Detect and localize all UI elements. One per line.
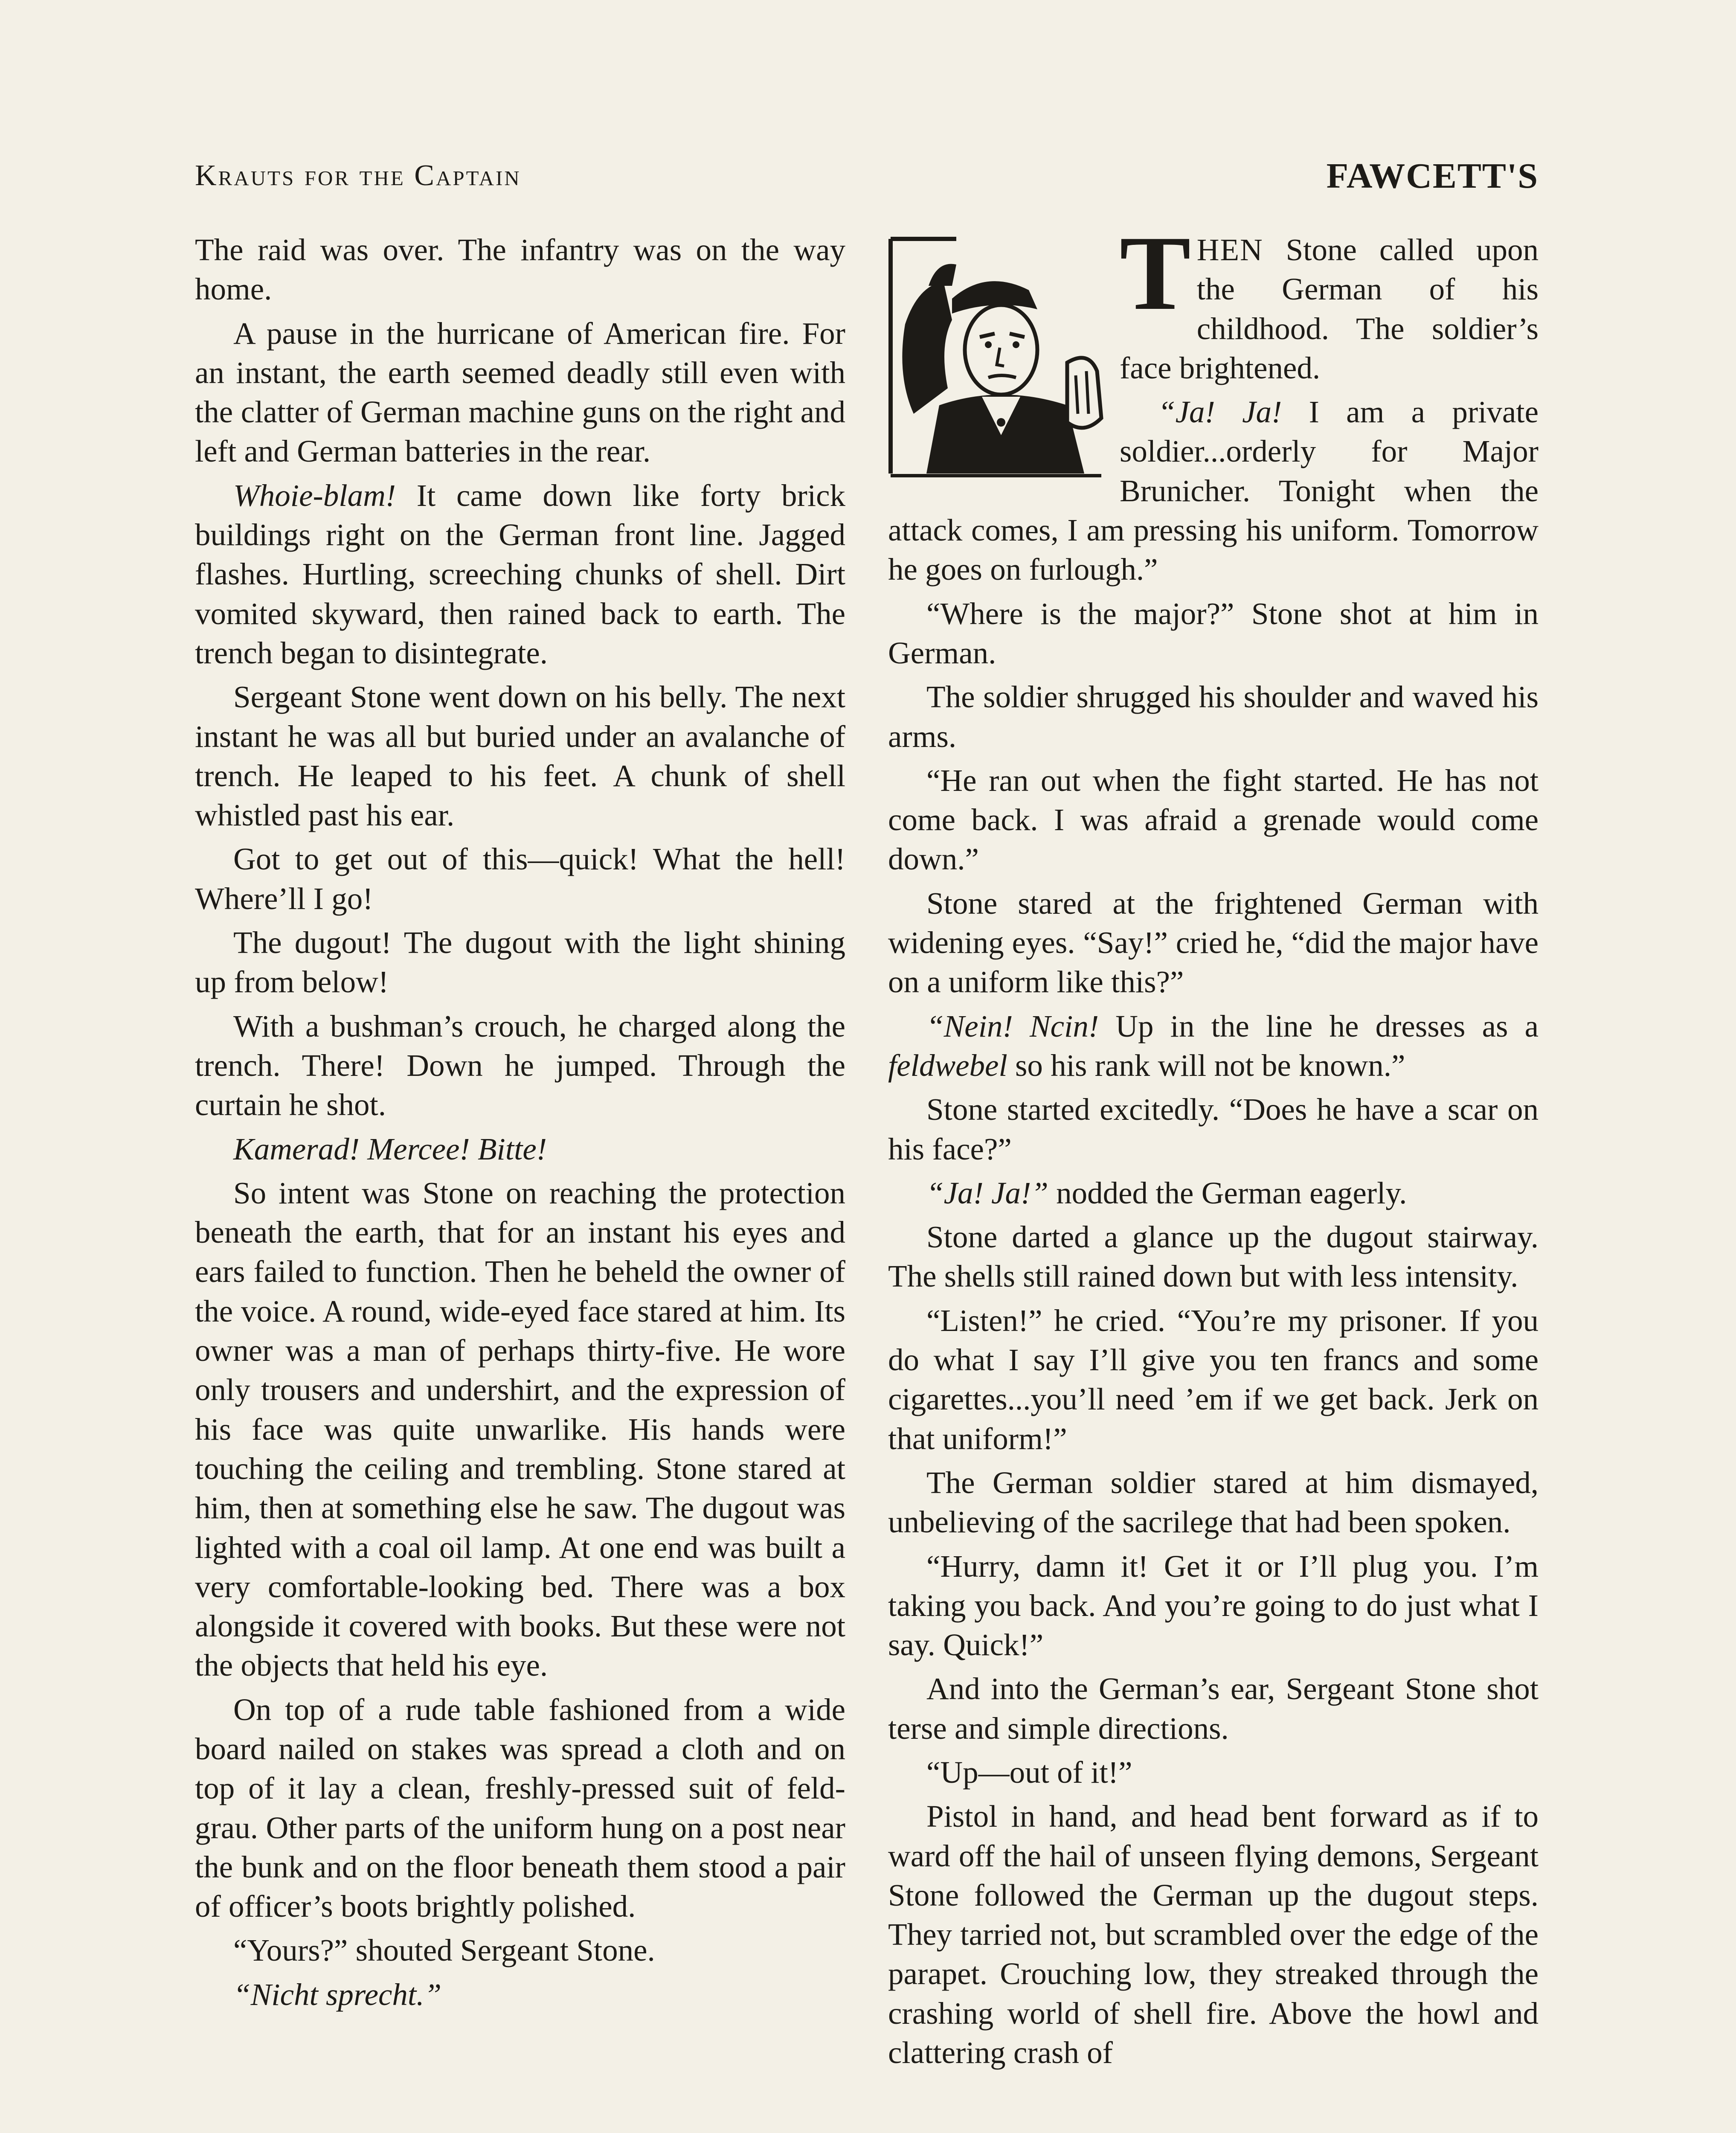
paragraph-text: A pause in the hurricane of American fire. For an instant, the earth seemed deadly still even with the clatter of German machine guns on the right and left and German batteries in the rear. bbox=[195, 316, 845, 469]
drop-cap-text: Stone called upon the German of his childhood. The soldier’s face brightened. bbox=[1120, 232, 1539, 385]
paragraph-text: Stone darted a glance up the dugout stairway. The shells still rained down but with less intensity. bbox=[888, 1220, 1539, 1294]
paragraph bbox=[888, 1669, 1539, 1748]
paragraph bbox=[888, 1301, 1539, 1459]
paragraph-text: “Where is the major?” Stone shot at him in German. bbox=[888, 596, 1539, 670]
paragraph-text: Stone started excitedly. “Does he have a scar on his face?” bbox=[888, 1092, 1539, 1166]
paragraph bbox=[195, 476, 845, 673]
paragraph bbox=[888, 1007, 1539, 1086]
paragraph bbox=[195, 1174, 845, 1685]
paragraph-text: Stone stared at the frightened German with widening eyes. “Say!” cried he, “did the major have on a uniform like this?” bbox=[888, 886, 1539, 1000]
paragraph-text: “Nicht sprecht.” bbox=[233, 1977, 442, 2012]
paragraph-text: Up in the line he dresses as a bbox=[1099, 1008, 1539, 1043]
paragraph-text: The dugout! The dugout with the light shining up from below! bbox=[195, 925, 845, 1000]
paragraph bbox=[888, 1090, 1539, 1169]
paragraph bbox=[195, 1690, 845, 1927]
paragraph-text: “Yours?” shouted Sergeant Stone. bbox=[233, 1933, 655, 1968]
paragraph bbox=[195, 677, 845, 835]
paragraph-text: “Listen!” he cried. “You’re my prisoner. If you do what I say I’ll give you ten francs and some cigarettes...you’ll need ’em if we get back. Jerk on that uniform!” bbox=[888, 1303, 1539, 1456]
paragraph-text-after: so his rank will not be known.” bbox=[1007, 1048, 1405, 1083]
paragraph bbox=[195, 230, 845, 309]
soldier-illustration-icon bbox=[888, 235, 1108, 480]
paragraph bbox=[888, 1753, 1539, 1792]
paragraph bbox=[888, 677, 1539, 756]
paragraph bbox=[195, 1007, 845, 1125]
paragraph bbox=[888, 1797, 1539, 2072]
left-column bbox=[195, 230, 845, 2019]
paragraph bbox=[195, 840, 845, 918]
italic-lead: “Ja! Ja!” bbox=[926, 1175, 1048, 1210]
paragraph bbox=[195, 1975, 845, 2014]
paragraph-text: I am a private soldier...orderly for Major Brunicher. Tonight when the attack comes, I am pressing his uniform. Tomorrow he goes on furlough.” bbox=[888, 395, 1539, 587]
drop-cap-letter: T bbox=[1120, 214, 1191, 332]
paragraph-text: “Hurry, damn it! Get it or I’ll plug you. I’m taking you back. And you’re going to do just what I say. Quick!” bbox=[888, 1549, 1539, 1662]
magazine-name: FAWCETT'S bbox=[1326, 156, 1539, 196]
story-title: Krauts for the Captain bbox=[195, 159, 521, 192]
paragraph bbox=[195, 1931, 845, 1970]
paragraph bbox=[195, 923, 845, 1002]
paragraph-text: “He ran out when the fight started. He has not come back. I was afraid a grenade would come down.” bbox=[888, 763, 1539, 877]
paragraph bbox=[195, 314, 845, 471]
paragraph-text: Kamerad! Mercee! Bitte! bbox=[233, 1131, 547, 1166]
italic-lead: “Ja! Ja! bbox=[1158, 395, 1282, 430]
paragraph bbox=[888, 1174, 1539, 1213]
paragraph-text: And into the German’s ear, Sergeant Stone shot terse and simple directions. bbox=[888, 1671, 1539, 1746]
paragraph-text: The soldier shrugged his shoulder and waved his arms. bbox=[888, 680, 1539, 754]
paragraph-text: The raid was over. The infantry was on the way home. bbox=[195, 232, 845, 307]
paragraph bbox=[888, 594, 1539, 673]
paragraph-text: nodded the German eagerly. bbox=[1048, 1175, 1407, 1210]
paragraph-text: On top of a rude table fashioned from a wide board nailed on stakes was spread a cloth and on top of it lay a clean, freshly-pressed suit of feld-grau. Other parts of the uniform hung on a post near the bunk and on the floor beneath them stood a pair of officer’s boots brightly polished. bbox=[195, 1692, 845, 1924]
paragraph-text: So intent was Stone on reaching the protection beneath the earth, that for an instant his eyes and ears failed to function. Then he beheld the owner of the voice. A round, wide-eyed face stared at him. Its owner was a man of perhaps thirty-five. He wore only trousers and undershirt, and the expression of his face was quite unwarlike. His hands were touching the ceiling and trembling. Stone stared at him, then at something else he saw. The dugout was lighted with a coal oil lamp. At one end was built a very comfortable-looking bed. There was a box alongside it covered with books. But these were not the objects that held his eye. bbox=[195, 1175, 845, 1683]
paragraph-text: Pistol in hand, and head bent forward as if to ward off the hail of unseen flying demons, Sergeant Stone followed the German up the dugout steps. They tarried not, but scrambled over the edge of the parapet. Crouching low, they streaked through the crashing world of shell fire. Above the howl and clattering crash of bbox=[888, 1799, 1539, 2070]
paragraph bbox=[888, 1547, 1539, 1665]
drop-cap-rest: HEN bbox=[1196, 232, 1263, 267]
paragraph-text: With a bushman’s crouch, he charged along the trench. There! Down he jumped. Through the curtain he shot. bbox=[195, 1008, 845, 1122]
paragraph bbox=[888, 1218, 1539, 1296]
paragraph-text: Sergeant Stone went down on his belly. The next instant he was all but buried under an avalanche of trench. He leaped to his feet. A chunk of shell whistled past his ear. bbox=[195, 680, 845, 833]
paragraph bbox=[195, 1130, 845, 1169]
paragraph bbox=[888, 884, 1539, 1002]
italic-lead: “Nein! Ncin! bbox=[926, 1008, 1099, 1043]
right-column bbox=[888, 214, 1539, 2077]
italic-lead: Whoie-blam! bbox=[233, 478, 396, 513]
paragraph-text: “Up—out of it!” bbox=[926, 1755, 1132, 1790]
paragraph bbox=[888, 761, 1539, 879]
paragraph bbox=[888, 1463, 1539, 1542]
italic-word: feldwebel bbox=[888, 1048, 1007, 1083]
running-head bbox=[195, 156, 1539, 206]
drop-cap-illustration bbox=[888, 235, 1108, 480]
paragraph-text: It came down like forty brick buildings right on the German front line. Jagged flashes. Hurtling, screeching chunks of shell. Dirt vomited skyward, then rained back to earth. The trench began to disintegrate. bbox=[195, 478, 845, 670]
paragraph-text: Got to get out of this—quick! What the hell! Where’ll I go! bbox=[195, 842, 845, 916]
paragraph-text: The German soldier stared at him dismayed, unbelieving of the sacrilege that had been spoken. bbox=[888, 1465, 1539, 1540]
